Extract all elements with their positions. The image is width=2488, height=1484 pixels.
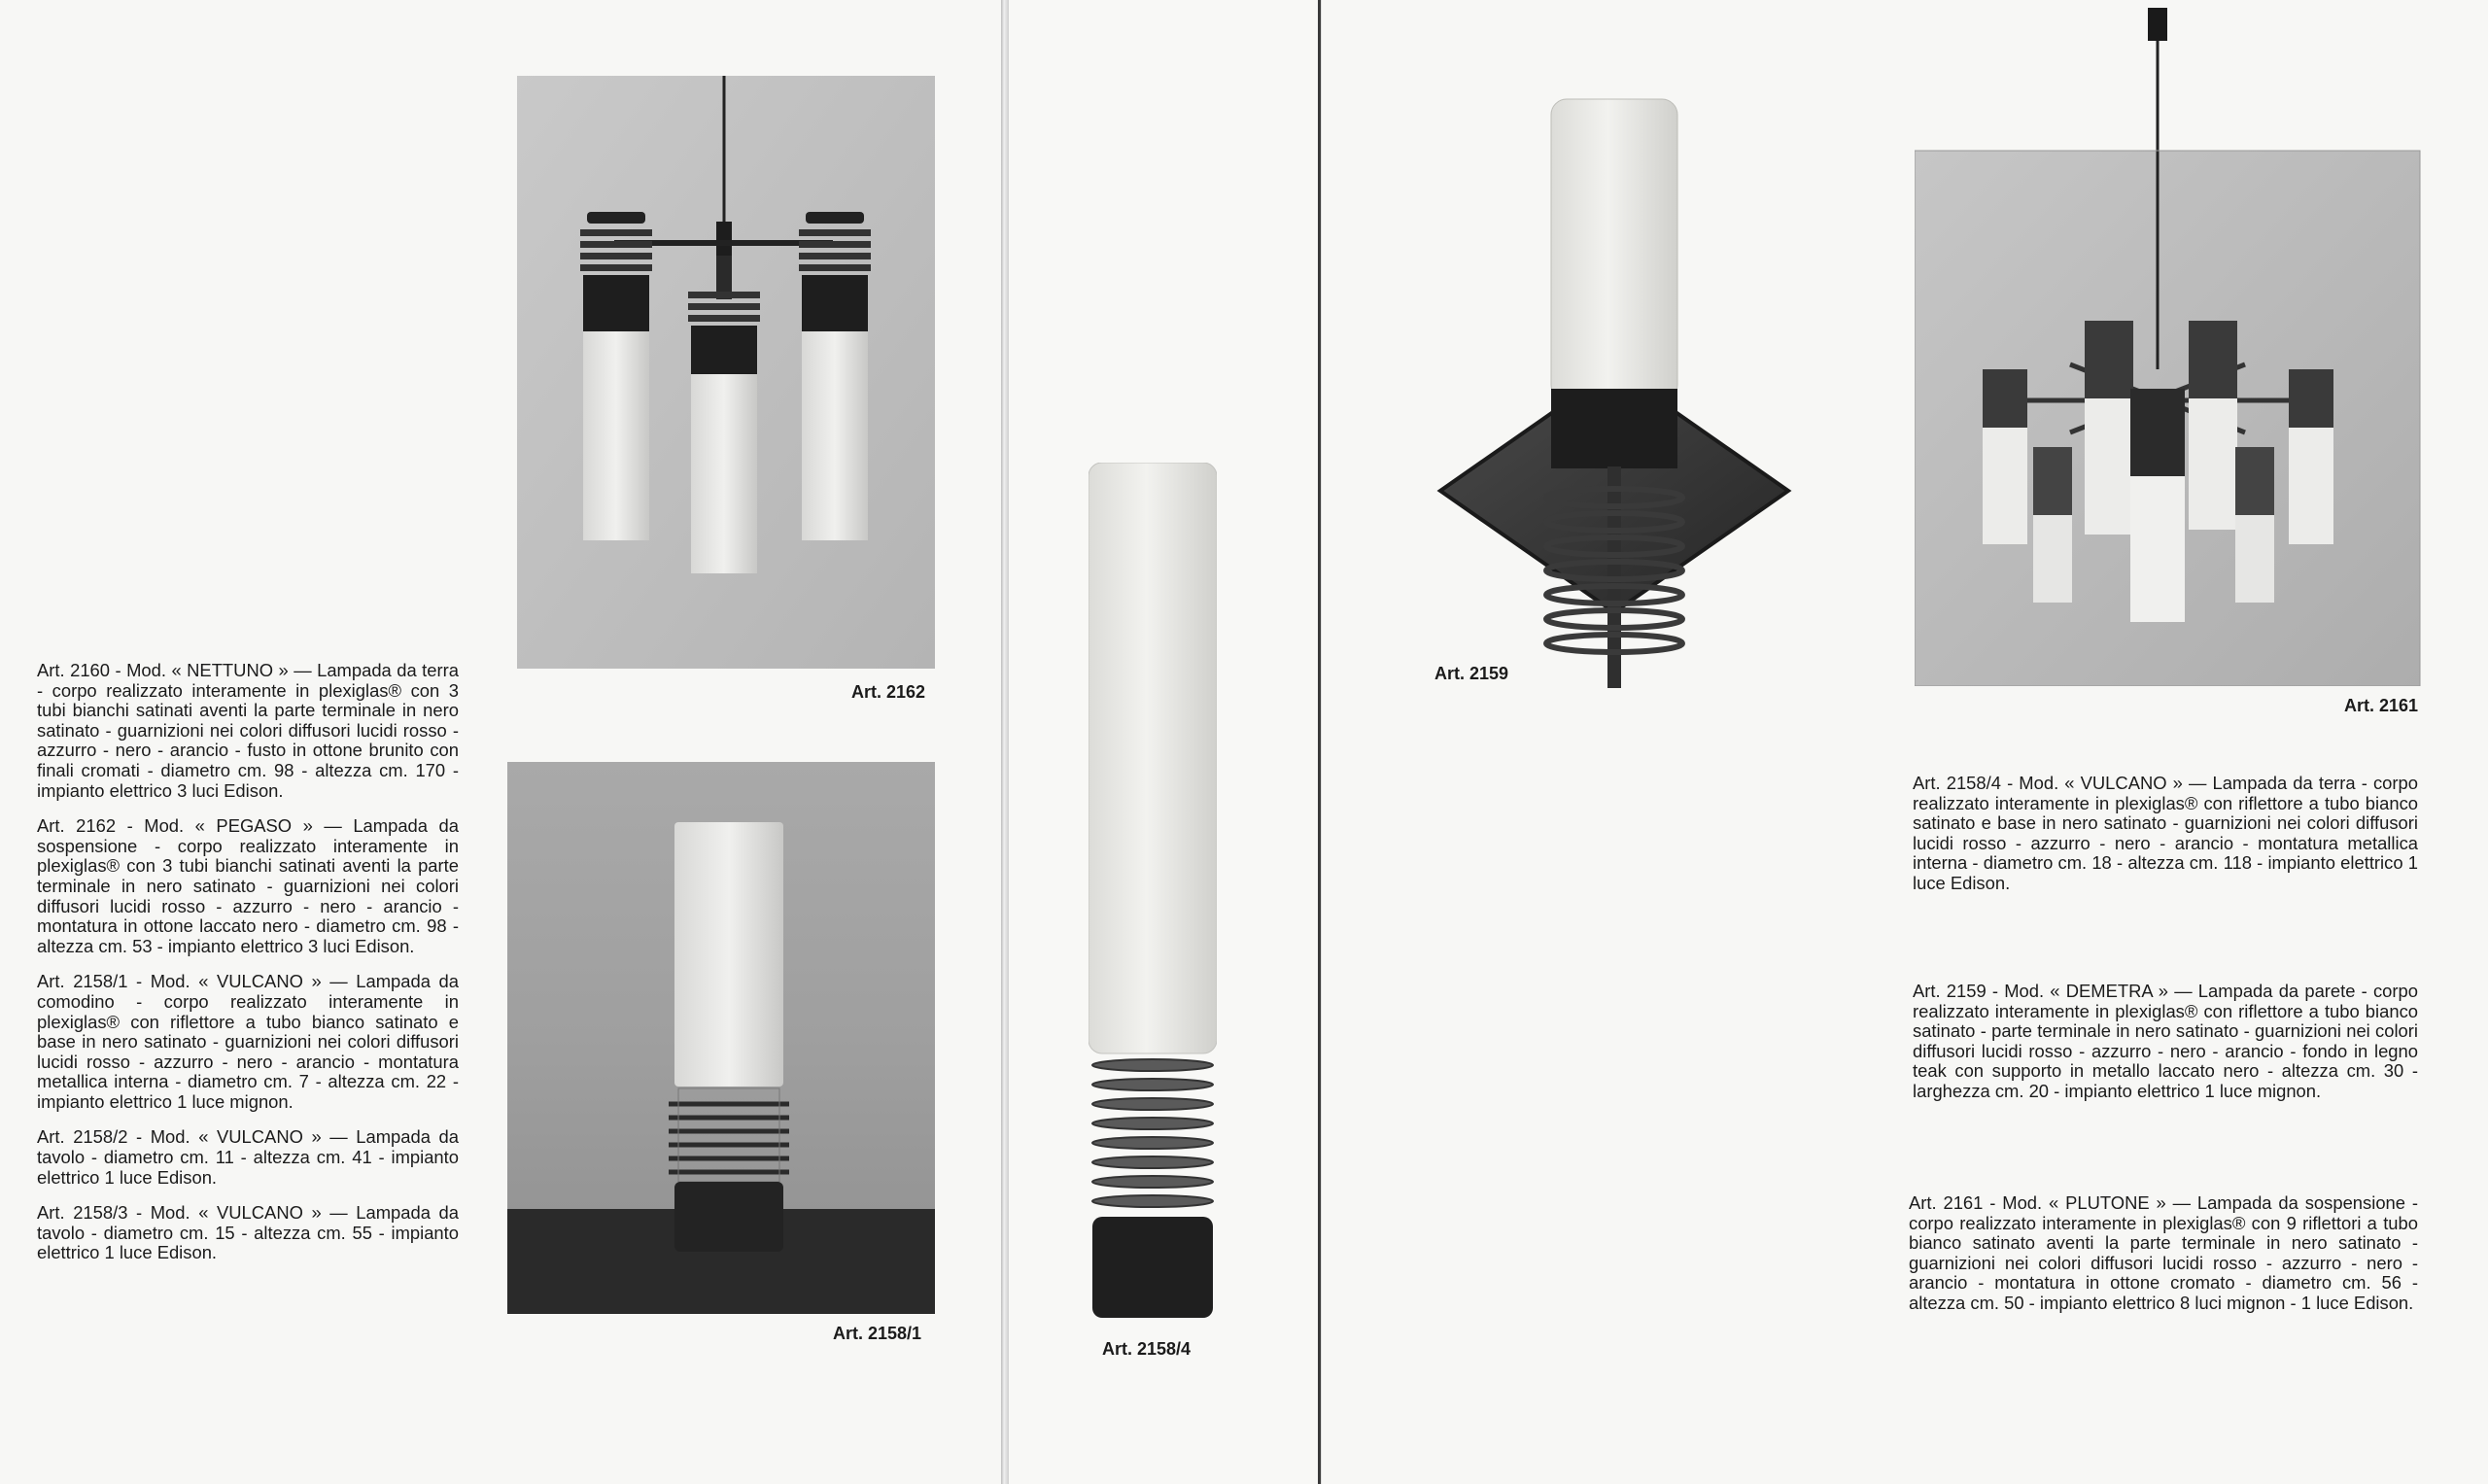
text-art-2158-4: Art. 2158/4 - Mod. « VULCANO » — Lampada da terra - corpo realizzato interamente in plexiglas® con riflettore a tubo bianco satinato e base in nero satinato - guarnizioni nei colori diffusori lucidi rosso - azzurro - nero - arancio - montatura metallica interna - diametro cm. 18 - altezza cm. 118 - impianto elettrico 1 luce Edison.: [1913, 773, 2418, 893]
photo-vulcano-table-lamp: [507, 762, 935, 1314]
photo-pegaso-pendant: [517, 76, 935, 669]
caption-art-2158-1: Art. 2158/1: [833, 1324, 922, 1343]
left-page: [0, 0, 1001, 1484]
photo-demetra-wall-lamp: [1434, 97, 1794, 688]
page-gutter: [1001, 0, 1009, 1484]
text-art-2158-1: Art. 2158/1 - Mod. « VULCANO » — Lampada da comodino - corpo realizzato interamente in plexiglas® con riflettore a tubo bianco satinato e base in nero satinato - guarnizioni nei colori diffusori lucidi rosso - azzurro - nero - arancio - montatura metallica interna - diametro cm. 7 - altezza cm. 22 - impianto elettrico 1 luce mignon.: [37, 971, 459, 1112]
caption-art-2158-4: Art. 2158/4: [1102, 1339, 1192, 1359]
photo-vulcano-floor-lamp: [1088, 463, 1217, 1337]
middle-page: [1009, 0, 1320, 1484]
text-art-2161: Art. 2161 - Mod. « PLUTONE » — Lampada da sospensione - corpo realizzato interamente in plexiglas® con 9 riflettori a tubo bianco satinato aventi la parte terminale in nero satinato - guarnizioni nei colori diffusori lucidi rosso - azzurro - nero - arancio - montatura in ottone cromato - diametro cm. 56 - altezza cm. 50 - impianto elettrico 8 luci mignon - 1 luce Edison.: [1909, 1192, 2418, 1313]
photo-plutone-pendant: [1915, 0, 2439, 686]
text-art-2158-3: Art. 2158/3 - Mod. « VULCANO » — Lampada da tavolo - diametro cm. 15 - altezza cm. 55 - impianto elettrico 1 luce Edison.: [37, 1202, 459, 1263]
right-page: [1322, 0, 2488, 1484]
caption-art-2162: Art. 2162: [851, 682, 926, 702]
caption-art-2159: Art. 2159: [1434, 664, 1509, 683]
text-art-2158-2: Art. 2158/2 - Mod. « VULCANO » — Lampada da tavolo - diametro cm. 11 - altezza cm. 41 - impianto elettrico 1 luce Edison.: [37, 1126, 459, 1188]
text-art-2160: Art. 2160 - Mod. « NETTUNO » — Lampada da terra - corpo realizzato interamente in plexiglas® con 3 tubi bianchi satinati aventi la parte terminale in nero satinato - guarnizioni nei colori diffusori lucidi rosso - azzurro - nero - arancio - fusto in ottone brunito con finali cromati - diametro cm. 98 - altezza cm. 170 - impianto elettrico 3 luci Edison.: [37, 660, 459, 801]
text-art-2162: Art. 2162 - Mod. « PEGASO » — Lampada da sospensione - corpo realizzato interamente in plexiglas® con 3 tubi bianchi satinati aventi la parte terminale in nero satinato - guarnizioni nei colori diffusori lucidi rosso - azzurro - nero - arancio - montatura in ottone laccato nero - diametro cm. 98 - altezza cm. 53 - impianto elettrico 3 luci Edison.: [37, 815, 459, 956]
caption-art-2161: Art. 2161: [2344, 696, 2419, 715]
text-art-2159: Art. 2159 - Mod. « DEMETRA » — Lampada da parete - corpo realizzato interamente in plexiglas® con riflettore a tubo bianco satinato - parte terminale in nero satinato - guarnizioni nei colori diffusori lucidi rosso - azzurro - nero - arancio - fondo in legno teak con supporto in metallo laccato nero - altezza cm. 30 - larghezza cm. 20 - impianto elettrico 1 luce mignon.: [1913, 981, 2418, 1101]
page-fold-line: [1318, 0, 1321, 1484]
left-text-column: [37, 661, 459, 1279]
